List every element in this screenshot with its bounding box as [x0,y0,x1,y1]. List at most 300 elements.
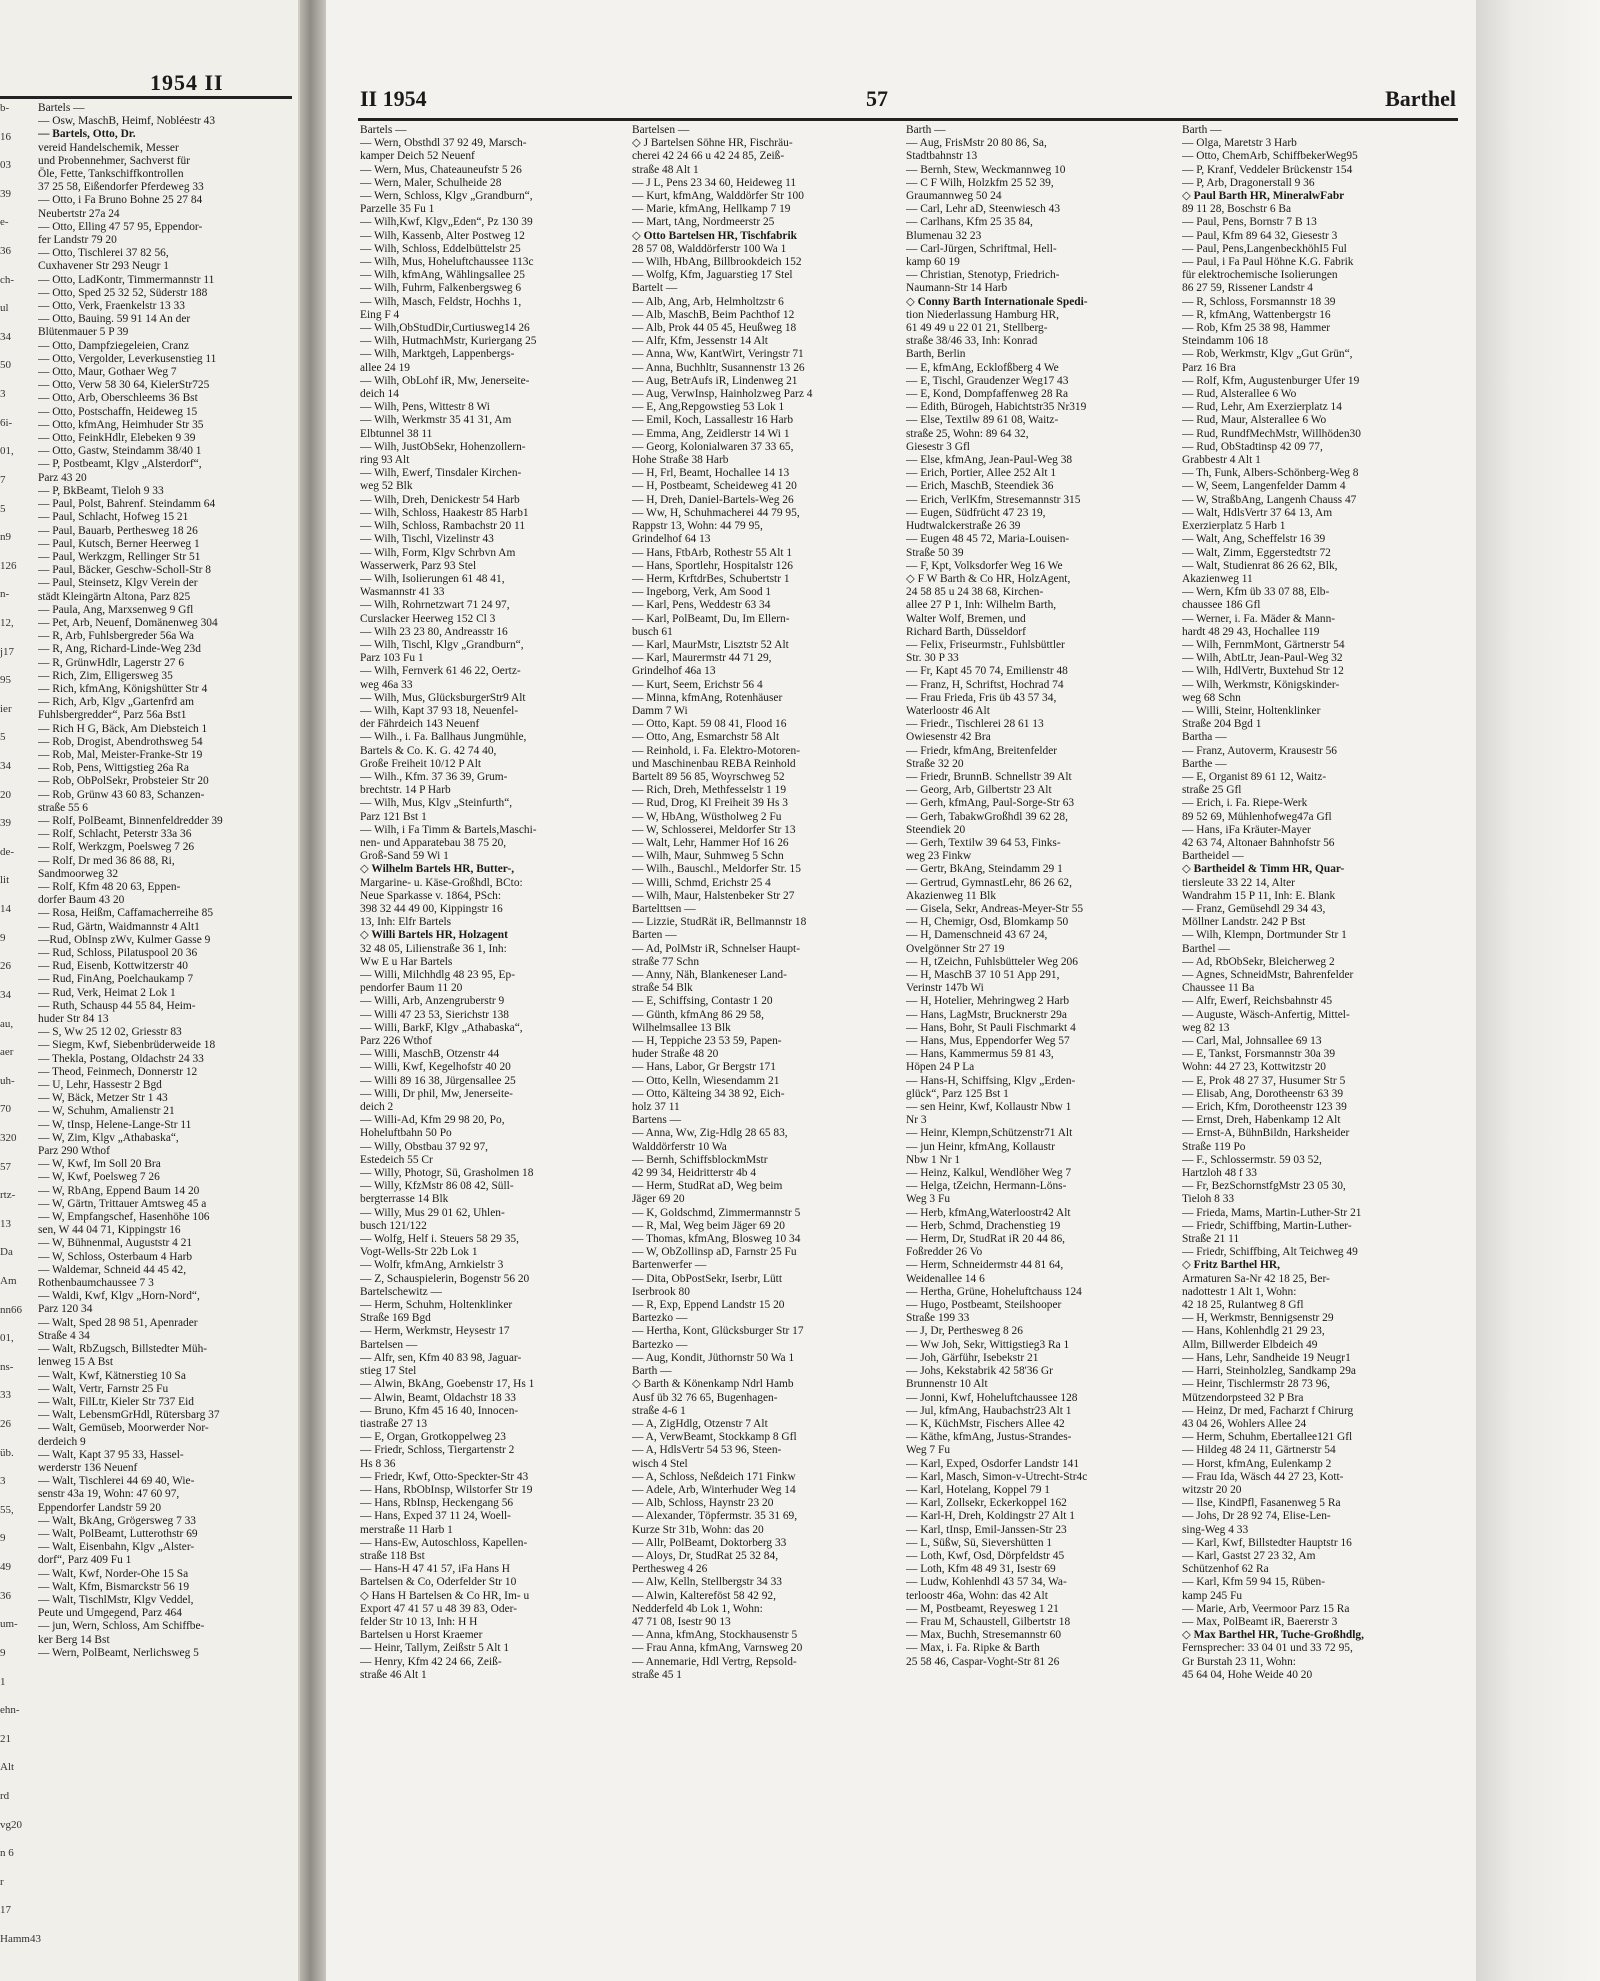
directory-entry-line: — Ww Joh, Sekr, Wittigstieg3 Ra 1 [906,1338,1070,1351]
margin-fragment: 1 [0,1675,6,1688]
margin-fragment: 14 [0,903,11,916]
directory-entry-line: — Gisela, Sekr, Andreas-Meyer-Str 55 [906,902,1084,915]
directory-entry-line: — R, Ang, Richard-Linde-Weg 23d [38,643,201,656]
margin-fragment: 9 [0,1532,6,1545]
directory-entry-line: — Aug, FrisMstr 20 80 86, Sa, [906,137,1047,150]
directory-entry-line: — Rud, Verk, Heimat 2 Lok 1 [38,986,176,999]
directory-entry-line: Brunnenstr 10 Alt [906,1378,988,1391]
directory-entry-line: — Otto, Kelln, Wiesendamm 21 [632,1074,780,1087]
directory-entry-line: — Willi, Steinr, Holtenklinker [1182,704,1321,717]
margin-fragment: 70 [0,1103,11,1116]
margin-fragment: 01, [0,445,14,458]
directory-entry-line: — Karl, tInsp, Emil-Janssen-Str 23 [906,1523,1067,1536]
directory-entry-line: Bartens — [632,1114,682,1127]
directory-entry-line: — Willy, Photogr, Sü, Grasholmen 18 [360,1167,534,1180]
directory-entry-line: — Olga, Maretstr 3 Harb [1182,137,1297,150]
directory-entry-line: — Karl, MaurMstr, Lisztstr 52 Alt [632,638,789,651]
directory-entry-line: — P, Kranf, Veddeler Brückenstr 154 [1182,163,1353,176]
directory-entry-line: — Ingeborg, Verk, Am Sood 1 [632,586,772,599]
directory-entry-line: 25 58 46, Caspar-Voght-Str 81 26 [906,1655,1060,1668]
directory-entry-line: Möllner Landstr. 242 P Bst [1182,916,1306,929]
directory-entry-line: — Wern, Schloss, Klgv „Grandburn“, [360,190,533,203]
directory-entry-line: — Rob, Werkmstr, Klgv „Gut Grün“, [1182,348,1353,361]
directory-entry-line: — Paul, Kutsch, Berner Heerweg 1 [38,537,200,550]
directory-entry-line: — Gertr, BkAng, Steindamm 29 1 [906,863,1063,876]
directory-entry-line: kamp 245 Fu [1182,1589,1243,1602]
directory-entry-line: — Walt, BkAng, Grögersweg 7 33 [38,1514,197,1527]
directory-entry-line: — Alfr, Ewerf, Reichsbahnstr 45 [1182,995,1333,1008]
directory-entry-line: — Eugen 48 45 72, Maria-Louisen- [906,533,1070,546]
directory-entry-line: — Friedr, kfmAng, Breitenfelder [906,744,1058,757]
margin-fragment: au, [0,1017,14,1030]
directory-entry-line: Parz 103 Fu 1 [360,652,424,665]
directory-entry-line: — Walt, LebensmGrHdl, Rütersbarg 37 [38,1409,220,1422]
directory-entry-line: und Probennehmer, Sachverst für [38,154,191,167]
directory-entry-line: Walter Wolf, Bremen, und [906,612,1026,625]
directory-entry-line: pendorfer Baum 11 20 [360,982,463,995]
directory-entry-line: — Wilh, Klempn, Dortmunder Str 1 [1182,929,1347,942]
directory-entry-line: — Aug, VerwInsp, Hainholzweg Parz 4 [632,388,813,401]
directory-entry-line: — Herb, kfmAng,Waterloostr42 Alt [906,1206,1071,1219]
directory-entry-line: — Christian, Stenotyp, Friedrich- [906,269,1060,282]
directory-entry-line: — Paul, Werkzgm, Rellinger Str 51 [38,550,201,563]
directory-entry-line: — Alfr, Kfm, Jessenstr 14 Alt [632,335,768,348]
directory-entry-line: ◇ Wilhelm Bartels HR, Butter-, [360,863,515,876]
directory-entry-line: Perthesweg 4 26 [632,1563,708,1576]
directory-entry-line: — Walt, Lehr, Hammer Hof 16 26 [632,836,789,849]
directory-entry-line: Wandrahm 15 P 11, Inh: E. Blank [1182,889,1336,902]
directory-entry-line: Öle, Fette, Tankschiffkontrollen [38,168,184,181]
directory-entry-line: — Heinr, Tallym, Zeißstr 5 Alt 1 [360,1642,510,1655]
directory-entry-line: — Wilh, Mus, Hoheluftchaussee 113c [360,256,534,269]
margin-fragment: n9 [0,531,11,544]
margin-fragment: aer [0,1046,14,1059]
directory-entry-line: — M, Postbeamt, Reyesweg 1 21 [906,1602,1059,1615]
directory-entry-line: straße 25 Gfl [1182,784,1242,797]
directory-entry-line: Straße 199 33 [906,1312,970,1325]
margin-fragment: n 6 [0,1847,14,1860]
directory-entry-line: — Hans, Sportlehr, Hospitalstr 126 [632,559,793,572]
directory-entry-line: — Bartels, Otto, Dr. [38,128,136,141]
margin-fragments [0,102,41,1962]
directory-entry-line: Neue Sparkasse v. 1864, PSch: [360,889,501,902]
directory-entry-line: — Wolfr, kfmAng, Arnkielstr 3 [360,1259,504,1272]
directory-entry-line: Walddörferstr 10 Wa [632,1140,727,1153]
directory-entry-line: — Theod, Feinmech, Donnerstr 12 [38,1065,198,1078]
directory-entry-line: — Osw, MaschB, Heimf, Nobléestr 43 [38,115,216,128]
directory-entry-line: ◇ Max Barthel HR, Tuche-Großhdlg, [1182,1629,1364,1642]
directory-entry-line: — Alfr, sen, Kfm 40 83 98, Jaguar- [360,1351,522,1364]
directory-entry-line: — Walt, Kapt 37 95 33, Hassel- [38,1448,184,1461]
directory-entry-line: — W, tInsp, Helene-Lange-Str 11 [38,1118,192,1131]
directory-entry-line: — Friedr, Schiffbing, Alt Teichweg 49 [1182,1246,1358,1259]
directory-entry-line: — Rud, RundfMechMstr, Willhöden30 [1182,427,1361,440]
directory-entry-line: — Otto, Dampfziegeleien, Cranz [38,339,189,352]
directory-entry-line: — Friedr, Kwf, Otto-Speckter-Str 43 [360,1470,529,1483]
margin-fragment: 34 [0,330,11,343]
directory-entry-line: — S, Ww 25 12 02, Griesstr 83 [38,1026,182,1039]
directory-entry-line: — Edith, Bürogeh, Habichtstr35 Nr319 [906,401,1087,414]
directory-entry-line: — Auguste, Wäsch-Anfertig, Mittel- [1182,1008,1350,1021]
directory-entry-line: — Frau Anna, kfmAng, Varnsweg 20 [632,1642,803,1655]
directory-entry-line: — Wern, Obsthdl 37 92 49, Marsch- [360,137,527,150]
directory-entry-line: — Hans, FtbArb, Rothestr 55 Alt 1 [632,546,793,559]
margin-fragment: rtz- [0,1189,16,1202]
directory-entry-line: — Alwin, Kaltereföst 58 42 92, [632,1589,776,1602]
directory-entry-line: kamp 60 19 [906,256,960,269]
directory-entry-line: Parz 43 20 [38,471,87,484]
directory-entry-line: — A, VerwBeamt, Stockkamp 8 Gfl [632,1431,797,1444]
directory-entry-line: — Otto, ChemArb, SchiffbekerWeg95 [1182,150,1358,163]
directory-entry-line: — Th, Funk, Albers-Schönberg-Weg 8 [1182,467,1359,480]
directory-entry-line: — Hans, Kammermus 59 81 43, [906,1048,1054,1061]
directory-entry-line: — Elisab, Ang, Dorotheenstr 63 39 [1182,1087,1344,1100]
directory-entry-line: — Wilh, Form, Klgv Schrbvn Am [360,546,516,559]
directory-entry-line: — Karl, Exped, Osdorfer Landstr 141 [906,1457,1080,1470]
directory-entry-line: — J, Dr, Perthesweg 8 26 [906,1325,1023,1338]
directory-entry-line: — Karl, Kwf, Billstedter Hauptstr 16 [1182,1536,1352,1549]
directory-entry-line: für elektrochemische Isolierungen [1182,269,1338,282]
directory-entry-line: — Felix, Friseurmstr., Fuhlsbüttler [906,638,1065,651]
directory-entry-line: Bartelsen & Co, Oderfelder Str 10 [360,1576,517,1589]
directory-entry-line: stieg 17 Stel [360,1365,417,1378]
directory-entry-line: — Rich, Zim, Elligersweg 35 [38,669,173,682]
directory-entry-line: Steendiek 20 [906,823,966,836]
directory-entry-line: 13, Inh: Elfr Bartels [360,916,452,929]
directory-entry-line: Export 47 41 57 u 48 39 83, Oder- [360,1602,518,1615]
left-page [0,0,300,1981]
directory-entry-line: — Ludw, Kohlenhdl 43 57 34, Wa- [906,1576,1067,1589]
directory-entry-line: — H, Dreh, Daniel-Bartels-Weg 26 [632,493,794,506]
directory-entry-line: allee 24 19 [360,361,410,374]
directory-entry-line: — Alb, Prok 44 05 45, Heußweg 18 [632,322,797,335]
directory-entry-line: — Karl, Hotelang, Koppel 79 1 [906,1483,1050,1496]
directory-entry-line: — Günth, kfmAng 86 29 58, [632,1008,764,1021]
margin-fragment: 16 [0,130,11,143]
directory-entry-line: — Hans, Exped 37 11 24, Woell- [360,1510,511,1523]
directory-entry-line: deich 14 [360,388,399,401]
directory-entry-line: — Hans-H 47 41 57, iFa Hans H [360,1563,510,1576]
directory-entry-line: 24 58 85 u 24 38 68, Kirchen- [906,586,1044,599]
directory-entry-line: — Wilh, Maur, Suhmweg 5 Schn [632,850,784,863]
directory-entry-line: — Wilh, JustObSekr, Hohenzollern- [360,440,526,453]
directory-entry-line: — W, Schlosserei, Meldorfer Str 13 [632,823,796,836]
directory-entry-line: — Paula, Ang, Marxsenweg 9 Gfl [38,603,194,616]
directory-entry-line: — Franz, Autoverm, Krausestr 56 [1182,744,1338,757]
directory-entry-line: — Walt, Studienrat 86 26 62, Blk, [1182,559,1338,572]
directory-entry-line: — Wilh, HutmachMstr, Kuriergang 25 [360,335,537,348]
directory-entry-line: und Maschinenbau REBA Reinhold [632,757,796,770]
directory-entry-line: — W, Bäck, Metzer Str 1 43 [38,1092,168,1105]
directory-entry-line: — Rich, Arb, Klgv „Gartenfrd am [38,696,194,709]
directory-entry-line: — Hans, Mus, Eppendorfer Weg 57 [906,1035,1070,1048]
directory-entry-line: — E, Organist 89 61 12, Waitz- [1182,770,1327,783]
directory-entry-line: Eppendorfer Landstr 59 20 [38,1501,162,1514]
directory-entry-line: — Wilh., i. Fa. Ballhaus Jungmühle, [360,731,527,744]
directory-entry-line: — F., Schlossermstr. 59 03 52, [1182,1153,1322,1166]
directory-entry-line: — Wilh, Dreh, Denickestr 54 Harb [360,493,520,506]
directory-entry-line: — H, Frl, Beamt, Hochallee 14 13 [632,467,790,480]
directory-entry-line: Straße 32 20 [906,757,964,770]
margin-fragment: ier [0,702,12,715]
margin-fragment: nn66 [0,1303,22,1316]
directory-entry-line: Grabbestr 4 Alt 1 [1182,454,1261,467]
directory-entry-line: — Otto, Vergolder, Leverkusenstieg 11 [38,352,217,365]
directory-entry-line: — R, Schloss, Forsmannstr 18 39 [1182,295,1336,308]
directory-entry-line: Iserbrook 80 [632,1285,690,1298]
margin-fragment: 55, [0,1503,14,1516]
directory-entry-line: — Thomas, kfmAng, Blosweg 10 34 [632,1233,801,1246]
directory-entry-line: — Wilh, Fuhrm, Falkenbergsweg 6 [360,282,522,295]
directory-entry-line: — Max, Buchh, Stresemannstr 60 [906,1629,1062,1642]
directory-entry-line: Hs 8 36 [360,1457,396,1470]
directory-entry-line: Bartelsen u Horst Kraemer [360,1629,483,1642]
directory-entry-line: Eing F 4 [360,308,400,321]
directory-entry-line: straße 55 6 [38,801,88,814]
directory-entry-line: — Walt, Kwf, Kätnerstieg 10 Sa [38,1369,186,1382]
directory-entry-line: Hoheluftbahn 50 Po [360,1127,452,1140]
directory-entry-line: — Wilh, Mus, Klgv „Steinfurth“, [360,797,513,810]
directory-entry-line: 28 57 08, Walddörferstr 100 Wa 1 [632,242,787,255]
directory-entry-line: — Paul, Polst, Bahrenf. Steindamm 64 [38,498,216,511]
directory-entry-line: — Max, i. Fa. Ripke & Barth [906,1642,1040,1655]
directory-entry-line: — Anna, kfmAng, Stockhausenstr 5 [632,1629,798,1642]
left-page-header: 1954 II [150,70,224,95]
directory-entry-line: — Heinr, Tischlermstr 28 73 96, [1182,1378,1330,1391]
directory-entry-line: — Walt, TischlMstr, Klgv Veddel, [38,1593,194,1606]
directory-entry-line: Giesestr 3 Gfl [906,440,970,453]
directory-entry-line: Jäger 69 20 [632,1193,685,1206]
directory-entry-line: ◇ Barth & Könenkamp Ndrl Hamb [632,1378,794,1391]
margin-fragment: ns- [0,1360,14,1373]
margin-fragment: 36 [0,1589,11,1602]
running-head-surname: Barthel [1385,86,1456,111]
margin-fragment: 5 [0,731,6,744]
directory-entry-line: Armaturen Sa-Nr 42 18 25, Ber- [1182,1272,1330,1285]
directory-entry-line: — Willi, Dr phil, Mw, Jenerseite- [360,1087,513,1100]
directory-entry-line: — Joh, Gärführ, Isebekstr 21 [906,1351,1039,1364]
directory-entry-line: Nbw 1 Nr 1 [906,1153,961,1166]
directory-entry-line: — Erich, Kfm, Dorotheenstr 123 39 [1182,1101,1347,1114]
directory-entry-line: — Otto, LadKontr, Timmermannstr 11 [38,273,215,286]
directory-entry-line: — Alwin, BkAng, Goebenstr 17, Hs 1 [360,1378,535,1391]
directory-entry-line: — Rud, Gärtn, Waidmannstr 4 Alt1 [38,920,200,933]
directory-entry-line: — Bernh, Stew, Weckmannweg 10 [906,163,1066,176]
directory-entry-line: — Alw, Kelln, Stellbergstr 34 33 [632,1576,782,1589]
directory-entry-line: — Otto, kfmAng, Heimhuder Str 35 [38,418,204,431]
directory-entry-line: — Ernst, Dreh, Habenkamp 12 Alt [1182,1114,1341,1127]
directory-entry-line: — Franz, Gemüsehdl 29 34 43, [1182,902,1326,915]
directory-entry-line: Bartheidel — [1182,850,1244,863]
directory-entry-line: ◇ Fritz Barthel HR, [1182,1259,1280,1272]
directory-entry-line: Allm, Billwerder Elbdeich 49 [1182,1338,1318,1351]
directory-entry-line: — Anny, Näh, Blankeneser Land- [632,969,787,981]
directory-entry-line: — Marie, Arb, Veermoor Parz 15 Ra [1182,1602,1350,1615]
directory-entry-line: werderstr 136 Neuenf [38,1461,138,1474]
directory-entry-line: straße 54 Blk [632,982,693,995]
directory-entry-line: Wasmannstr 41 33 [360,586,445,599]
directory-entry-line: — Anna, Buchhltr, Susannenstr 13 26 [632,361,805,374]
directory-entry-line: — Wilh., Bauschl., Meldorfer Str. 15 [632,863,801,876]
directory-entry-line: — Bernh, SchiffsblockmMstr [632,1153,768,1166]
margin-fragment: 26 [0,1418,11,1431]
directory-entry-line: — Frau Frieda, Fris üb 43 57 34, [906,691,1057,704]
directory-entry-line: — jun Heinr, kfmAng, Kollaustr [906,1140,1055,1153]
directory-entry-line: Hudtwalckerstraße 26 39 [906,520,1021,533]
directory-entry-line: — Walt, Vertr, Farnstr 25 Fu [38,1382,169,1395]
margin-fragment: 39 [0,187,11,200]
directory-entry-line: cherei 42 24 66 u 42 24 85, Zeiß- [632,150,785,163]
directory-entry-line: Straße 4 34 [38,1329,90,1342]
directory-entry-line: ◇ F W Barth & Co HR, HolzAgent, [906,572,1071,585]
directory-entry-line: — H, Damenschneid 43 67 24, [906,929,1048,942]
directory-entry-line: — Herm, Schuhm, Holtenklinker [360,1299,513,1312]
directory-entry-line: deich 2 [360,1101,394,1114]
directory-entry-line: Tieloh 8 33 [1182,1193,1235,1206]
directory-entry-line: — Wilh, kfmAng, Wählingsallee 25 [360,269,525,282]
directory-entry-line: — Walt, Gemüseb, Moorwerder Nor- [38,1422,209,1435]
directory-entry-line: — Paul, Bauarb, Perthesweg 18 26 [38,524,198,537]
directory-entry-line: Rappstr 13, Wohn: 44 79 95, [632,520,763,533]
directory-entry-line: — Wilh, Schloss, Rambachstr 20 11 [360,520,526,533]
directory-entry-line: — Hertha, Grüne, Hoheluftchauss 124 [906,1285,1082,1298]
directory-entry-line: dorf“, Parz 409 Fu 1 [38,1554,132,1567]
directory-entry-line: — Willi 89 16 38, Jürgensallee 25 [360,1074,516,1087]
directory-entry-line: — E, Tankst, Forsmannstr 30a 39 [1182,1048,1336,1061]
directory-entry-line: — H, Chemigr, Osd, Blomkamp 50 [906,916,1069,929]
directory-entry-line: weg 52 Blk [360,480,413,493]
directory-entry-line: — Wilh, Pens, Wittestr 8 Wi [360,401,490,414]
margin-fragment: 34 [0,988,11,1001]
directory-entry-line: weg 68 Schn [1182,691,1241,704]
directory-entry-line: — R, Exp, Eppend Landstr 15 20 [632,1299,785,1312]
directory-entry-line: Straße 50 39 [906,546,964,559]
directory-entry-line: ◇ J Bartelsen Söhne HR, Fischräu- [632,137,793,150]
directory-entry-line: — Georg, Kolonialwaren 37 33 65, [632,440,794,453]
directory-entry-line: busch 121/122 [360,1219,427,1232]
directory-entry-line: ◇ Willi Bartels HR, Holzagent [360,929,508,942]
directory-entry-line: — Otto, Tischlerei 37 82 56, [38,247,169,260]
directory-entry-line: — Wilh, Werkmstr, Königskinder- [1182,678,1340,691]
directory-entry-line: — Karl, Kfm 59 94 15, Rüben- [1182,1576,1325,1589]
directory-entry-line: — Wilh, ObLohf iR, Mw, Jenerseite- [360,374,530,387]
directory-entry-line: Peute und Umgegend, Parz 464 [38,1607,182,1620]
directory-entry-line: — Walt, RbZugsch, Billstedter Müh- [38,1343,208,1356]
margin-fragment: 13 [0,1217,11,1230]
directory-entry-line: — Walt, Kwf, Norder-Ohe 15 Sa [38,1567,189,1580]
margin-fragment: 34 [0,760,11,773]
directory-entry-line: — Wilh, HdlVertr, Buxtehud Str 12 [1182,665,1344,678]
directory-entry-line: — A, ZigHdlg, Otzenstr 7 Alt [632,1417,768,1430]
directory-entry-line: — Wilh, Maur, Halstenbeker Str 27 [632,889,795,902]
directory-entry-line: — Otto, Sped 25 32 52, Süderstr 188 [38,286,208,299]
directory-entry-line: witzstr 20 20 [1182,1483,1242,1496]
directory-entry-line: sing-Weg 4 33 [1182,1523,1249,1536]
directory-entry-line: — Herm, Schuhm, Ebertallee121 Gfl [1182,1431,1353,1444]
directory-entry-line: der Fährdeich 143 Neuenf [360,718,480,731]
directory-entry-line: — Walt, HdlsVertr 37 64 13, Am [1182,506,1333,519]
directory-entry-line: — Wilh, Werkmstr 35 41 31, Am [360,414,512,427]
directory-entry-line: — Horst, kfmAng, Eulenkamp 2 [1182,1457,1332,1470]
directory-entry-line: — Ww, H, Schuhmacherei 44 79 95, [632,506,800,519]
directory-entry-line: — Annemarie, Hdl Vertrg, Repsold- [632,1655,797,1668]
directory-entry-line: — Rolf, Dr med 36 86 88, Ri, [38,854,175,867]
directory-entry-line: — Wilh,Kwf, Klgv„Eden“, Pz 130 39 [360,216,533,229]
directory-entry-line: — E, Organ, Grotkoppelweg 23 [360,1431,506,1444]
directory-entry-line: — Jul, kfmAng, Haubachstr23 Alt 1 [906,1404,1072,1417]
directory-entry-line: — W, Kwf, Poelsweg 7 26 [38,1171,160,1184]
directory-entry-line: 42 18 25, Rulantweg 8 Gfl [1182,1299,1304,1312]
margin-fragment: 49 [0,1561,11,1574]
directory-entry-line: — Heinr, Klempn,Schützenstr71 Alt [906,1127,1073,1140]
directory-entry-line: Stadtbahnstr 13 [906,150,978,163]
directory-entry-line: Bartelt 89 56 85, Woyrschweg 52 [632,770,785,783]
directory-entry-line: — Allr, PolBeamt, Doktorberg 33 [632,1536,787,1549]
directory-entry-line: — Hans, Labor, Gr Bergstr 171 [632,1061,776,1074]
directory-entry-line: weg 23 Finkw [906,850,972,863]
directory-entry-line: Wilhelmsallee 13 Blk [632,1021,731,1034]
directory-entry-line: Straße 21 11 [1182,1233,1240,1246]
directory-entry-line: — Loth, Kwf, Osd, Dörpfeldstr 45 [906,1549,1065,1562]
directory-entry-line: — Rolf, PolBeamt, Binnenfeldredder 39 [38,814,223,827]
directory-entry-line: — Otto, Elling 47 57 95, Eppendor- [38,220,203,233]
directory-entry-line: — Rud, FinAng, Poelchaukamp 7 [38,973,194,986]
directory-entry-line: — Wilh., Kfm. 37 36 39, Grum- [360,770,508,783]
directory-entry-line: — Wilh, Schloss, Haakestr 85 Harb1 [360,506,529,519]
directory-entry-line: — Rob, ObPolSekr, Probsteier Str 20 [38,775,209,788]
directory-column-4 [1182,124,1458,1974]
directory-entry-line: — Siegm, Kwf, Siebenbrüderweide 18 [38,1039,216,1052]
directory-entry-line: — Herb, Schmd, Drachenstieg 19 [906,1219,1061,1232]
directory-entry-line: Ovelgönner Str 27 19 [906,942,1005,955]
directory-entry-line: — Karl, PolBeamt, Du, Im Ellern- [632,612,790,625]
directory-entry-line: — Ruth, Schausp 44 55 84, Heim- [38,999,196,1012]
directory-entry-line: — W, Schloss, Osterbaum 4 Harb [38,1250,193,1263]
directory-entry-line: Barth, Berlin [906,348,966,361]
directory-entry-line: — Wilh, i Fa Timm & Bartels,Maschi- [360,823,537,836]
directory-entry-line: — sen Heinr, Kwf, Kollaustr Nbw 1 [906,1101,1072,1114]
directory-entry-line: — Minna, kfmAng, Rotenhäuser [632,691,783,704]
directory-entry-line: Nedderfeld 4b Lok 1, Wohn: [632,1602,763,1615]
directory-entry-line: — W, RbAng, Eppend Baum 14 20 [38,1184,200,1197]
directory-entry-line: — Wilh,ObStudDir,Curtiusweg14 26 [360,322,530,335]
directory-entry-line: — Hugo, Postbeamt, Steilshooper [906,1299,1062,1312]
directory-entry-line: — Otto, Bauing. 59 91 14 An der [38,313,191,326]
directory-entry-line: Barthel — [1182,942,1230,955]
directory-entry-line: — E, Ang,Repgowstieg 53 Lok 1 [632,401,785,414]
directory-entry-line: — Otto, Kapt. 59 08 41, Flood 16 [632,718,787,731]
margin-fragment: uh- [0,1074,15,1087]
directory-entry-line: — Käthe, kfmAng, Justus-Strandes- [906,1431,1072,1444]
directory-entry-line: Ww E u Har Bartels [360,955,453,968]
directory-entry-line: — Rob, Mal, Meister-Franke-Str 19 [38,748,203,761]
directory-entry-line: chaussee 186 Gfl [1182,599,1261,612]
directory-entry-line: vereid Handelschemik, Messer [38,141,179,154]
directory-entry-line: Naumann-Str 14 Harb [906,282,1008,295]
directory-entry-line: straße 77 Schn [632,955,700,968]
directory-entry-line: — Walt, Sped 28 98 51, Apenrader [38,1316,198,1329]
directory-entry-line: — Frieda, Mams, Martin-Luther-Str 21 [1182,1206,1362,1219]
directory-entry-line: — Hans, RbInsp, Heckengang 56 [360,1497,514,1510]
directory-entry-line: — Otto, Maur, Gothaer Weg 7 [38,366,177,379]
directory-column-2 [632,124,894,1974]
directory-entry-line: — Aloys, Dr, StudRat 25 32 84, [632,1549,779,1562]
directory-entry-line: — Otto, Postschaffn, Heideweg 15 [38,405,198,418]
directory-entry-line: 89 52 69, Mühlenhofweg47a Gfl [1182,810,1332,823]
directory-entry-line: huder Str 84 13 [38,1013,109,1026]
directory-entry-line: — Rud, Maur, Alsterallee 6 Wo [1182,414,1327,427]
directory-entry-line: Waterloostr 46 Alt [906,704,990,717]
